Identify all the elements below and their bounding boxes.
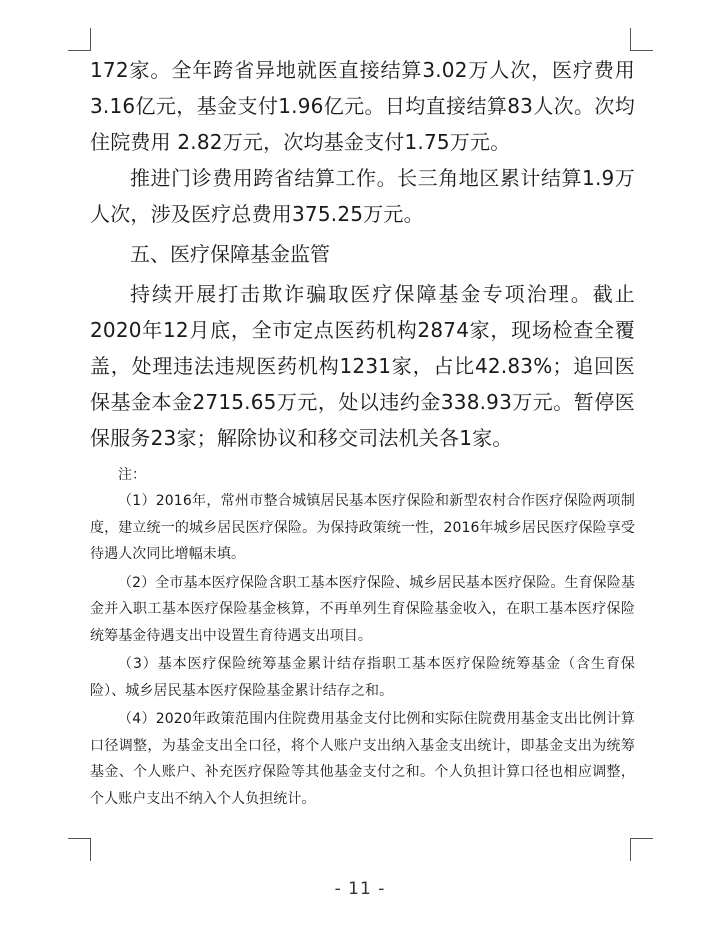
crop-mark-top-right — [630, 28, 653, 51]
note-item: （4）2020年政策范围内住院费用基金支付比例和实际住院费用基金支出比例计算口径调整，为基金支出全口径，将个人账户支出纳入基金支出统计，即基金支出为统筹基金、个人账户、补充医疗保险等其他基金支付之和。个人负担计算口径也相应调整，个人账户支出不纳入个人负担统计。 — [90, 711, 635, 807]
page-content — [90, 52, 635, 814]
crop-mark-bottom-right — [630, 838, 653, 861]
note-item: （1）2016年，常州市整合城镇居民基本医疗保险和新型农村合作医疗保险两项制度，建立统一的城乡居民医疗保险。为保持政策统一性，2016年城乡居民医疗保险享受待遇人次同比增幅未填。 — [90, 493, 635, 562]
paragraph-cross-province-settlement: 172家。全年跨省异地就医直接结算3.02万人次，医疗费用3.16亿元，基金支付1.96亿元。日均直接结算83人次。次均住院费用 2.82万元，次均基金支付1.75万元。 — [90, 58, 635, 154]
section-heading-fund-supervision: 五、医疗保障基金监管 — [130, 242, 330, 266]
page-number: - 11 - — [334, 879, 386, 899]
crop-mark-top-left — [68, 28, 91, 51]
notes-section — [90, 462, 635, 812]
note-item: （3）基本医疗保险统筹基金累计结存指职工基本医疗保险统筹基金（含生育保险）、城乡居民基本医疗保险基金累计结存之和。 — [90, 656, 635, 699]
note-item: （2）全市基本医疗保险含职工基本医疗保险、城乡居民基本医疗保险。生育保险基金并入职工基本医疗保险基金核算，不再单列生育保险基金收入，在职工基本医疗保险统筹基金待遇支出中设置生育待遇支出项目。 — [90, 574, 635, 644]
crop-mark-bottom-left — [68, 838, 91, 861]
paragraph-outpatient-settlement: 推进门诊费用跨省结算工作。长三角地区累计结算1.9万人次，涉及医疗总费用375.25万元。 — [90, 166, 635, 226]
notes-label: 注： — [118, 467, 146, 483]
paragraph-fund-supervision: 持续开展打击欺诈骗取医疗保障基金专项治理。截止2020年12月底，全市定点医药机构2874家，现场检查全覆盖，处理违法违规医药机构1231家，占比42.83%；追回医保基金本金2715.65万元，处以违约金338.93万元。暂停医保服务23家；解除协议和移交司法机关各1家。 — [90, 282, 635, 450]
